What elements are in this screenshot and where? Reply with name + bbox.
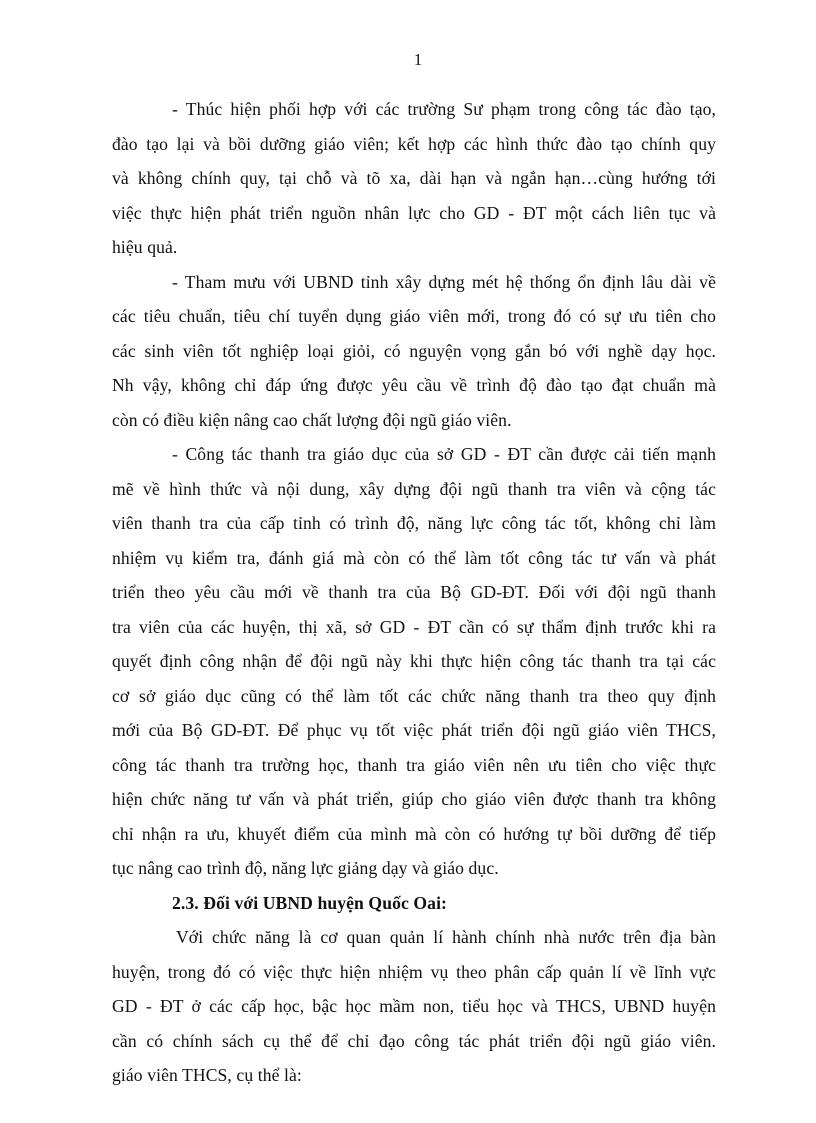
text-line: cần có chính sách cụ thể để chỉ đạo công tác phát triển đội ngũ giáo viên. (112, 1030, 716, 1051)
text-line: Nh vậy, không chỉ đáp ứng được yêu cầu về trình độ đào tạo đạt chuẩn mà (112, 375, 716, 395)
paragraph-coordination (112, 92, 716, 265)
paragraph-inspection (112, 437, 716, 886)
text-line: các sinh viên tốt nghiệp loại giỏi, có nguyện vọng gắn bó với nghề dạy học. (112, 340, 716, 361)
document-body (112, 92, 716, 1093)
text-line: hiện chức năng tư vấn và phát triển, giúp cho giáo viên được thanh tra không (112, 789, 716, 809)
page-number: 1 (413, 50, 423, 69)
text-line: còn có điều kiện nâng cao chất lượng đội ngũ giáo viên. (112, 409, 512, 430)
text-line: quyết định công nhận để đội ngũ này khi thực hiện công tác thanh tra tại các (112, 651, 716, 671)
text-line: tục nâng cao trình độ, năng lực giảng dạy và giáo dục. (112, 858, 499, 878)
text-line: tra viên của các huyện, thị xã, sở GD - ĐT cần có sự thẩm định trước khi ra (112, 616, 716, 637)
text-line: mới của Bộ GD-ĐT. Để phục vụ tốt việc phát triển đội ngũ giáo viên THCS, (112, 720, 716, 740)
text-line: Với chức năng là cơ quan quản lí hành chính nhà nước trên địa bàn (176, 927, 716, 947)
text-line: đào tạo lại và bồi dưỡng giáo viên; kết hợp các hình thức đào tạo chính quy (112, 133, 716, 154)
text-line: triển theo yêu cầu mới về thanh tra của Bộ GD-ĐT. Đối với đội ngũ thanh (112, 582, 716, 602)
paragraph-district-committee (112, 920, 716, 1093)
text-line: huyện, trong đó có việc thực hiện nhiệm vụ theo phân cấp quản lí về lĩnh vực (112, 961, 716, 982)
text-line: - Tham mưu với UBND tỉnh xây dựng mét hệ thống ổn định lâu dài về (172, 271, 716, 292)
text-line: và không chính quy, tại chỗ và tõ xa, dài hạn và ngắn hạn…cùng hướng tới (112, 168, 716, 188)
text-line: các tiêu chuẩn, tiêu chí tuyển dụng giáo viên mới, trong đó có sự ưu tiên cho (112, 306, 716, 326)
text-line: việc thực hiện phát triển nguồn nhân lực cho GD - ĐT một cách liên tục và (112, 202, 716, 223)
text-line: GD - ĐT ở các cấp học, bậc học mầm non, tiểu học và THCS, UBND huyện (112, 996, 716, 1016)
text-line: - Thúc hiện phối hợp với các trường Sư phạm trong công tác đào tạo, (172, 99, 716, 119)
text-line: giáo viên THCS, cụ thể là: (112, 1065, 302, 1085)
text-line: - Công tác thanh tra giáo dục của sở GD - ĐT cần được cải tiến mạnh (172, 444, 716, 464)
text-line: công tác thanh tra trường học, thanh tra giáo viên nên ưu tiên cho việc thực (112, 754, 716, 775)
text-line: chỉ nhận ra ưu, khuyết điểm của mình mà còn có hướng tự bồi dưỡng để tiếp (112, 823, 716, 844)
text-line: mẽ về hình thức và nội dung, xây dựng đội ngũ thanh tra viên và cộng tác (112, 478, 716, 499)
text-line: nhiệm vụ kiểm tra, đánh giá mà còn có thể làm tốt công tác tư vấn và phát (112, 547, 716, 568)
text-line: viên thanh tra của cấp tỉnh có trình độ, năng lực công tác tốt, không chỉ làm (112, 513, 716, 533)
text-line: cơ sở giáo dục cũng có thể làm tốt các chức năng thanh tra theo quy định (112, 685, 716, 706)
paragraph-recruitment (112, 265, 716, 438)
text-line: hiệu quả. (112, 237, 178, 257)
section-heading: 2.3. Đối với UBND huyện Quốc Oai: (172, 892, 448, 913)
